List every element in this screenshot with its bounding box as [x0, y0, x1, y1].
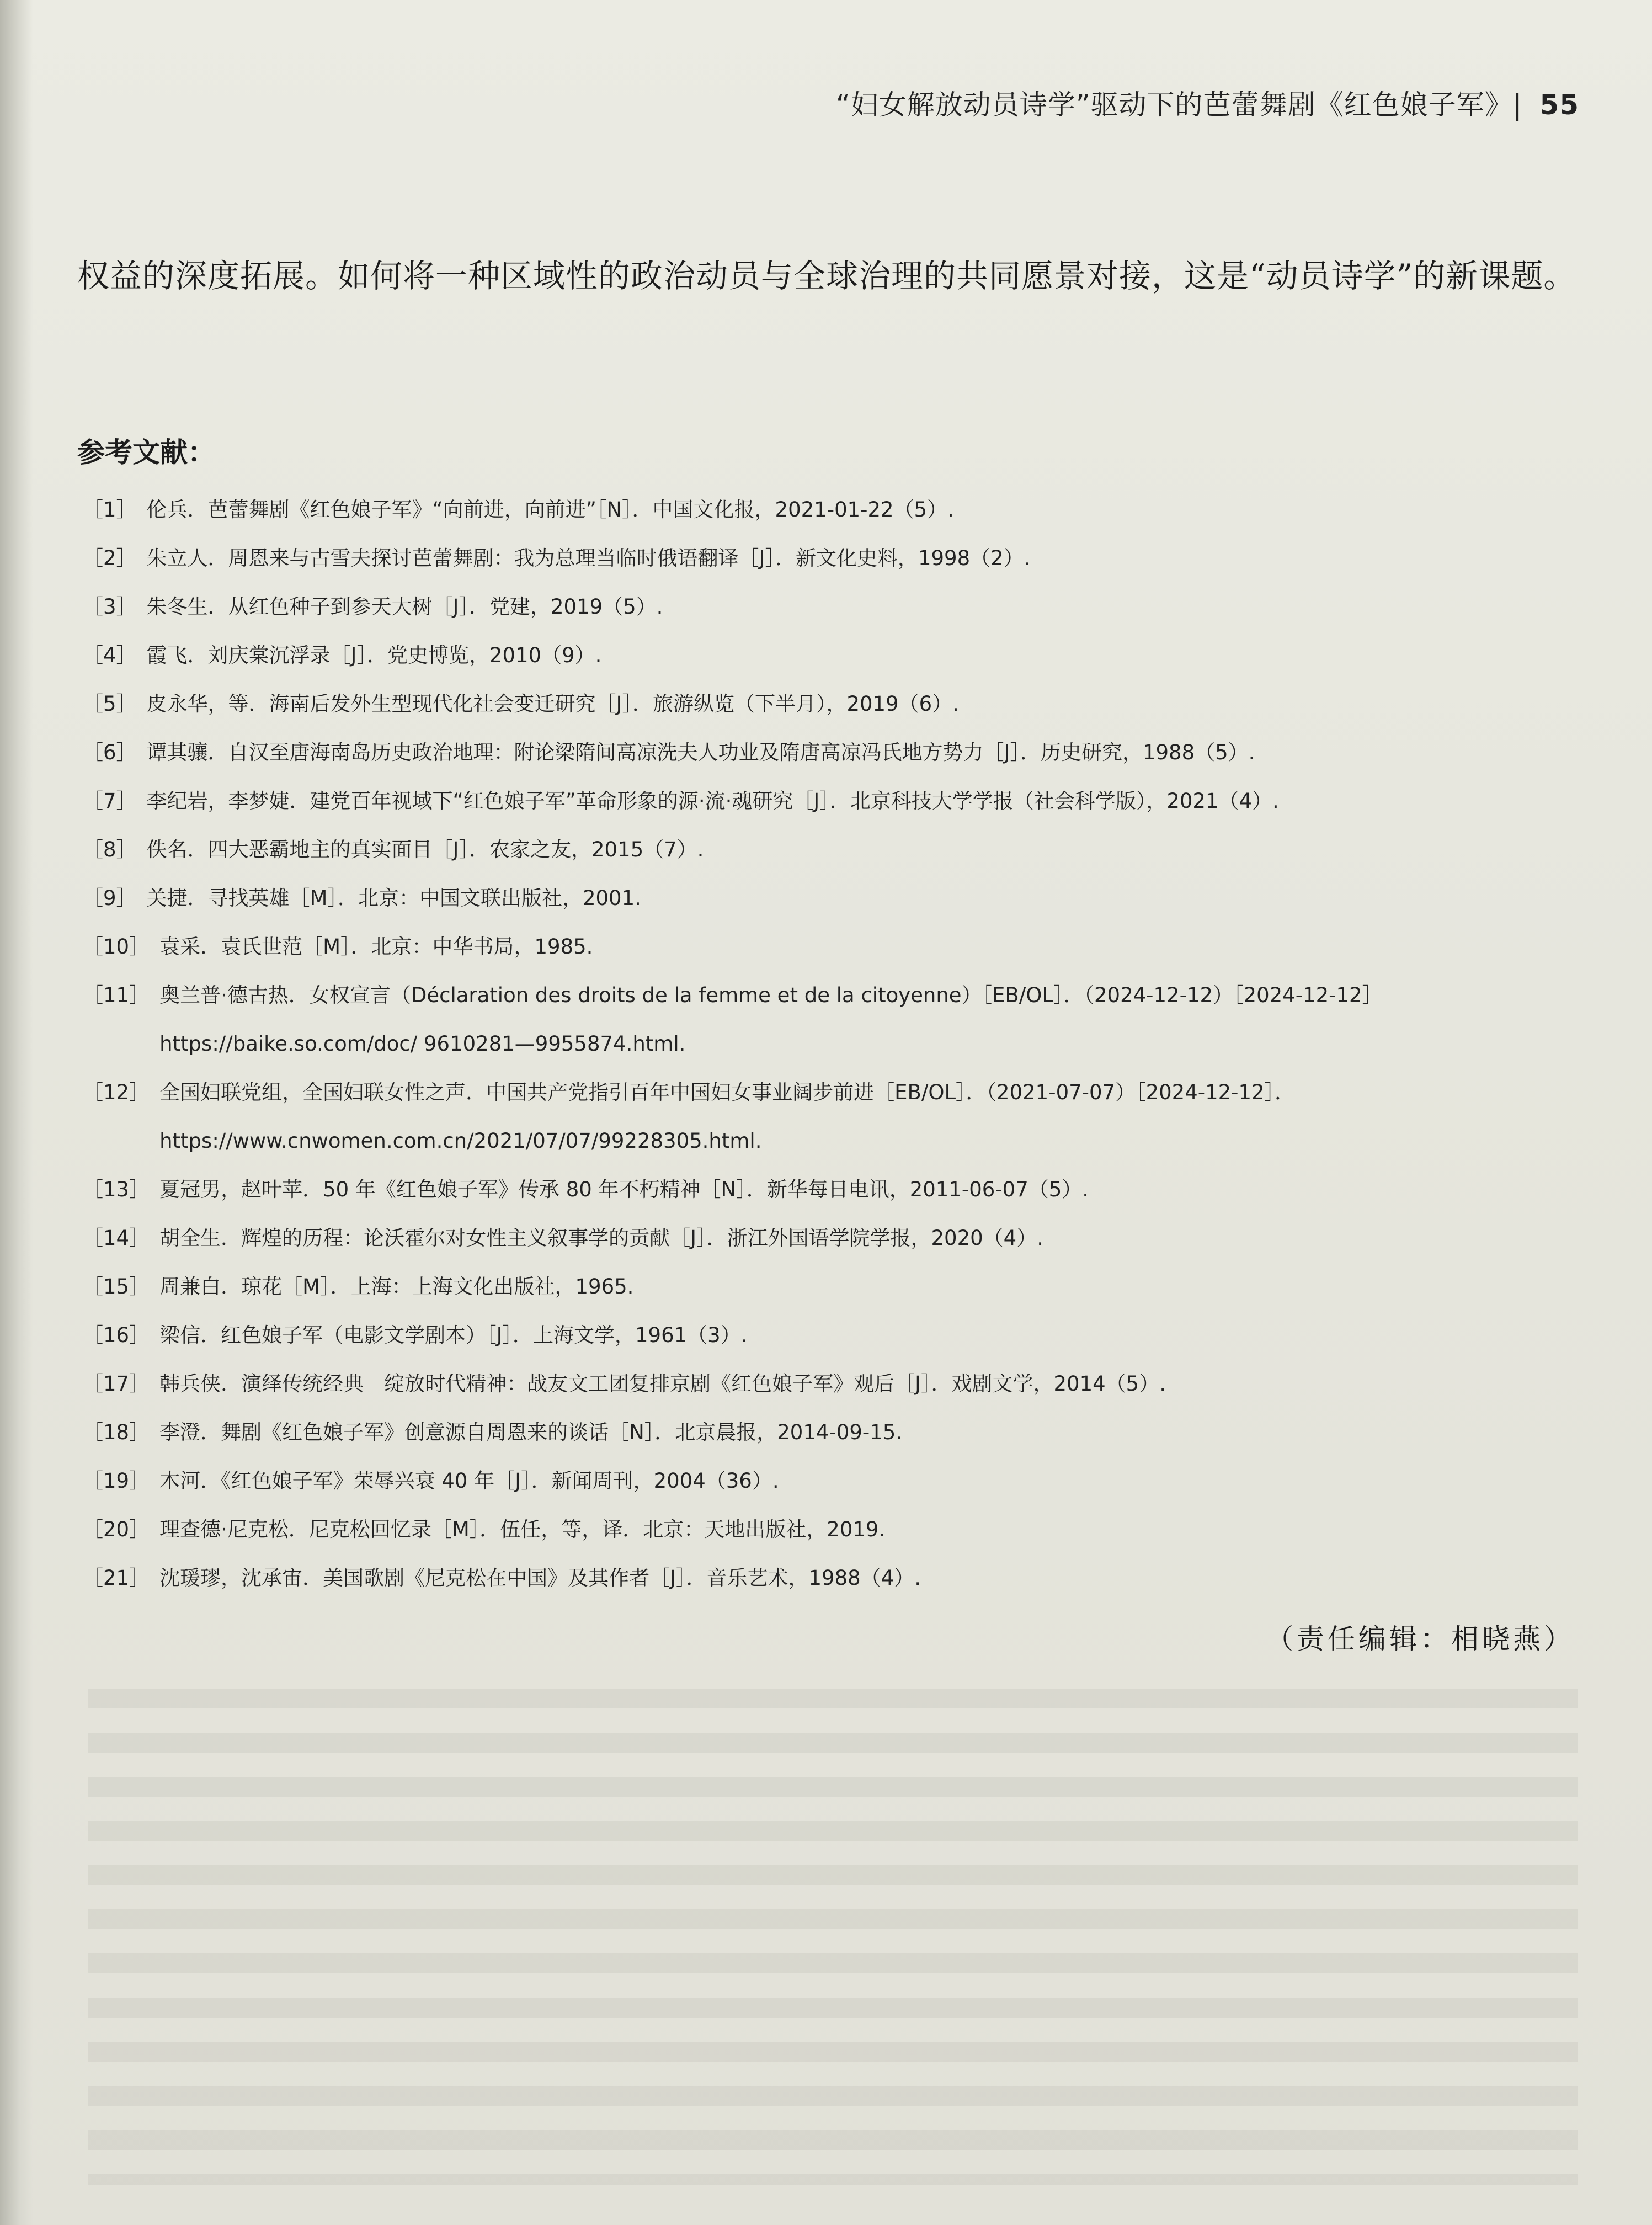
- reference-text: 木河．《红色娘子军》荣辱兴衰 40 年［J］．新闻周刊，2004（36）.: [159, 1469, 779, 1493]
- reference-item: [83, 826, 1584, 874]
- reference-text: 佚名．四大恶霸地主的真实面目［J］．农家之友，2015（7）.: [146, 838, 704, 861]
- reference-number: ［13］: [83, 1178, 150, 1201]
- reference-text: 沈瑗璆，沈承宙．美国歌剧《尼克松在中国》及其作者［J］．音乐艺术，1988（4）.: [159, 1566, 921, 1590]
- reference-number: ［5］: [83, 692, 137, 716]
- reference-item: [83, 1311, 1584, 1360]
- reference-item: [83, 1214, 1584, 1263]
- reference-item: [83, 923, 1584, 971]
- reference-item: [83, 971, 1584, 1068]
- reference-item: [83, 680, 1584, 728]
- reference-number: ［15］: [83, 1275, 150, 1298]
- reference-item: [83, 534, 1584, 583]
- reference-number: ［20］: [83, 1518, 150, 1541]
- reference-text: 李澄．舞剧《红色娘子军》创意源自周恩来的谈话［N］．北京晨报，2014-09-15.: [159, 1420, 903, 1444]
- reference-number: ［14］: [83, 1226, 150, 1250]
- reference-item: [83, 1457, 1584, 1505]
- reference-number: ［9］: [83, 886, 137, 910]
- reference-number: ［4］: [83, 643, 137, 667]
- reference-list: [83, 486, 1584, 1603]
- reference-text: 奥兰普·德古热．女权宣言（Déclaration des droits de la femme et de la citoyenne）［EB/OL］．（2024-12-12）［2024-12-12］https://baike.so.com/doc/ 9610281—9955874.html.: [159, 983, 1383, 1056]
- running-title: “妇女解放动员诗学”驱动下的芭蕾舞剧《红色娘子军》|: [835, 89, 1523, 121]
- show-through-text: [88, 1689, 1578, 2185]
- reference-number: ［6］: [83, 741, 137, 764]
- reference-text: 袁采．袁氏世范［M］．北京：中华书局，1985.: [159, 935, 593, 959]
- reference-item: [83, 728, 1584, 777]
- reference-number: ［10］: [83, 935, 150, 959]
- reference-number: ［8］: [83, 838, 137, 861]
- reference-text: 伦兵．芭蕾舞剧《红色娘子军》“向前进，向前进”［N］．中国文化报，2021-01-22（5）.: [146, 498, 954, 521]
- reference-number: ［2］: [83, 546, 137, 570]
- reference-item: [83, 631, 1584, 680]
- reference-text: 朱立人．周恩来与古雪夫探讨芭蕾舞剧：我为总理当临时俄语翻译［J］．新文化史料，1998（2）.: [146, 546, 1031, 570]
- reference-text: 霞飞．刘庆棠沉浮录［J］．党史博览，2010（9）.: [146, 643, 602, 667]
- reference-number: ［3］: [83, 595, 137, 619]
- reference-item: [83, 874, 1584, 923]
- reference-item: [83, 1263, 1584, 1311]
- reference-number: ［7］: [83, 789, 137, 813]
- reference-text: 夏冠男，赵叶苹．50 年《红色娘子军》传承 80 年不朽精神［N］．新华每日电讯，2011-06-07（5）.: [159, 1178, 1089, 1201]
- reference-number: ［11］: [83, 983, 150, 1007]
- page-number: 55: [1539, 89, 1579, 121]
- reference-number: ［12］: [83, 1080, 150, 1104]
- reference-text: 周兼白．琼花［M］．上海：上海文化出版社，1965.: [159, 1275, 634, 1298]
- reference-number: ［19］: [83, 1469, 150, 1493]
- reference-item: [83, 1505, 1584, 1554]
- reference-text: 全国妇联党组，全国妇联女性之声．中国共产党指引百年中国妇女事业阔步前进［EB/OL］．（2021-07-07）［2024-12-12］．https://www.cnwomen.com.cn/2021/07/07/99228305.html.: [159, 1080, 1296, 1153]
- reference-text: 梁信．红色娘子军（电影文学剧本）［J］．上海文学，1961（3）.: [159, 1323, 748, 1347]
- reference-item: [83, 1068, 1584, 1165]
- reference-text: 理查德·尼克松．尼克松回忆录［M］．伍任，等，译．北京：天地出版社，2019.: [159, 1518, 886, 1541]
- reference-number: ［1］: [83, 498, 137, 521]
- page-gutter-shadow: [0, 0, 33, 2225]
- body-paragraph: 权益的深度拓展。如何将一种区域性的政治动员与全球治理的共同愿景对接，这是“动员诗学”的新课题。: [77, 257, 1576, 295]
- reference-text: 皮永华，等．海南后发外生型现代化社会变迁研究［J］．旅游纵览（下半月），2019（6）.: [146, 692, 959, 716]
- responsible-editor-note: （责任编辑：相晓燕）: [1266, 1623, 1575, 1655]
- reference-text: 谭其骧．自汉至唐海南岛历史政治地理：附论梁隋间高凉洗夫人功业及隋唐高凉冯氏地方势力［J］．历史研究，1988（5）.: [146, 741, 1255, 764]
- reference-number: ［21］: [83, 1566, 150, 1590]
- reference-number: ［16］: [83, 1323, 150, 1347]
- reference-item: [83, 486, 1584, 534]
- reference-text: 李纪岩，李梦婕．建党百年视域下“红色娘子军”革命形象的源·流·魂研究［J］．北京科技大学学报（社会科学版），2021（4）.: [146, 789, 1279, 813]
- reference-text: 朱冬生．从红色种子到参天大树［J］．党建，2019（5）.: [146, 595, 663, 619]
- reference-number: ［18］: [83, 1420, 150, 1444]
- reference-text: 韩兵侠．演绎传统经典 绽放时代精神：战友文工团复排京剧《红色娘子军》观后［J］．戏剧文学，2014（5）.: [159, 1372, 1166, 1396]
- running-head: [836, 83, 1579, 123]
- reference-item: [83, 1360, 1584, 1408]
- reference-item: [83, 777, 1584, 826]
- reference-text: 关捷．寻找英雄［M］．北京：中国文联出版社，2001.: [146, 886, 641, 910]
- reference-item: [83, 1165, 1584, 1214]
- reference-item: [83, 583, 1584, 631]
- reference-number: ［17］: [83, 1372, 150, 1396]
- reference-item: [83, 1408, 1584, 1457]
- references-heading: 参考文献：: [77, 437, 215, 469]
- reference-item: [83, 1554, 1584, 1603]
- reference-text: 胡全生．辉煌的历程：论沃霍尔对女性主义叙事学的贡献［J］．浙江外国语学院学报，2020（4）.: [159, 1226, 1043, 1250]
